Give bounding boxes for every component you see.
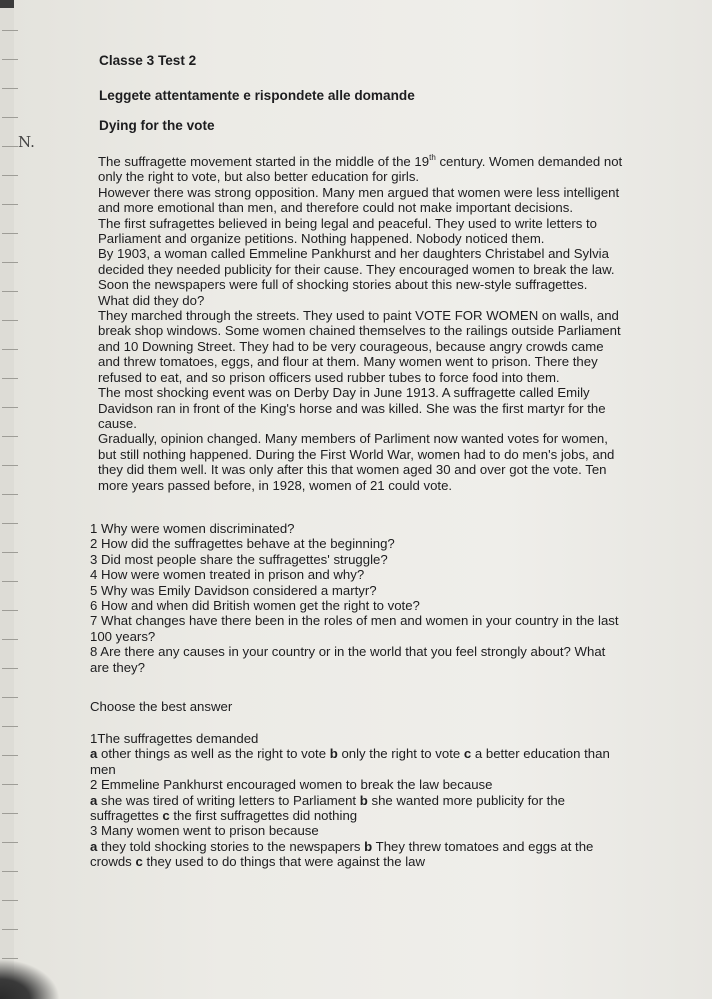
passage-line: refused to eat, and so prison officers used rubber tubes to force food into them.: [98, 369, 560, 385]
side-mark: N.: [18, 133, 35, 151]
margin-tick: [2, 407, 18, 408]
passage-line: break shop windows. Some women chained themselves to the railings outside Parliament: [98, 323, 621, 339]
question-line: 5 Why was Emily Davidson considered a martyr?: [90, 582, 377, 598]
passage-title: Dying for the vote: [99, 118, 215, 133]
margin-tick: [2, 465, 18, 466]
question-line: 2 How did the suffragettes behave at the beginning?: [90, 536, 395, 552]
passage-line: The suffragette movement started in the middle of the 19th century. Women demanded not: [98, 153, 623, 169]
passage-line: By 1903, a woman called Emmeline Pankhurst and her daughters Christabel and Sylvia: [98, 246, 609, 262]
margin-tick: [2, 59, 18, 60]
passage-line: and threw tomatoes, eggs, and flour at them. Many women went to prison. There they: [98, 354, 598, 370]
margin-tick: [2, 146, 18, 147]
question-line: are they?: [90, 659, 145, 675]
margin-tick: [2, 726, 18, 727]
passage-line: However there was strong opposition. Many men argued that women were less intelligent: [98, 184, 620, 200]
question-line: 1 Why were women discriminated?: [90, 521, 295, 536]
margin-tick: [2, 494, 18, 495]
margin-tick: [2, 813, 18, 814]
passage-line: and 10 Downing Street. They had to be very courageous, because angry crowds came: [98, 338, 604, 354]
margin-tick: [2, 842, 18, 843]
margin-tick: [2, 784, 18, 785]
passage-line: more years passed before, in 1928, women of 21 could vote.: [98, 477, 453, 493]
passage-line: only the right to vote, but also better education for girls.: [98, 169, 420, 185]
margin-tick: [2, 755, 18, 756]
passage-line: Soon the newspapers were full of shocking stories about this new-style suffragettes.: [98, 277, 588, 293]
margin-tick: [2, 320, 18, 321]
margin-tick: [2, 175, 18, 176]
passage-line: they did them well. It was only after this that women aged 30 and over got the vote. Ten: [98, 462, 607, 478]
margin-tick: [2, 900, 18, 901]
question-line: 8 Are there any causes in your country or in the world that you feel strongly about? What: [90, 644, 606, 660]
mc-options-1-cont: men: [90, 761, 116, 777]
reading-passage: [98, 154, 668, 493]
margin-tick: [2, 262, 18, 263]
margin-tick: [2, 697, 18, 698]
margin-tick: [2, 436, 18, 437]
question-line: 6 How and when did British women get the right to vote?: [90, 598, 420, 614]
margin-tick: [2, 233, 18, 234]
margin-tick: [2, 929, 18, 930]
class-test-title: Classe 3 Test 2: [99, 53, 197, 68]
margin-tick: [2, 291, 18, 292]
mc-question-3: 3 Many women went to prison because: [90, 823, 319, 839]
corner-shadow: [0, 959, 60, 999]
margin-tick: [2, 668, 18, 669]
passage-line: cause.: [98, 415, 137, 431]
question-line: 100 years?: [90, 628, 156, 644]
mc-options-2: a she was tired of writing letters to Parliament b she wanted more publicity for the: [90, 792, 565, 808]
margin-tick: [2, 639, 18, 640]
multiple-choice-section: [90, 731, 690, 870]
passage-line: What did they do?: [98, 292, 205, 308]
passage-line: The first sufragettes believed in being legal and peaceful. They used to write letters to: [98, 215, 597, 231]
margin-tick: [2, 523, 18, 524]
mc-question-1: 1The suffragettes demanded: [90, 731, 259, 746]
passage-line: They marched through the streets. They used to paint VOTE FOR WOMEN on walls, and: [98, 308, 619, 324]
instruction-heading: Leggete attentamente e rispondete alle domande: [99, 88, 415, 103]
margin-tick: [2, 349, 18, 350]
passage-line: The most shocking event was on Derby Day in June 1913. A suffragette called Emily: [98, 385, 590, 401]
page-margin: [0, 0, 15, 999]
margin-tick: [2, 552, 18, 553]
passage-line: decided they needed publicity for their cause. They encouraged women to break the law.: [98, 261, 615, 277]
mc-options-2-cont: suffragettes c the first suffragettes did nothing: [90, 808, 358, 824]
passage-line: Parliament and organize petitions. Nothing happened. Nobody noticed them.: [98, 231, 545, 247]
question-line: 3 Did most people share the suffragettes' struggle?: [90, 551, 388, 567]
margin-tick: [2, 581, 18, 582]
margin-tick: [2, 610, 18, 611]
passage-line: but still nothing happened. During the First World War, women had to do men's jobs, and: [98, 446, 615, 462]
mc-options-1: a other things as well as the right to vote b only the right to vote c a better education than: [90, 746, 610, 762]
question-line: 4 How were women treated in prison and why?: [90, 567, 365, 583]
multiple-choice-heading: Choose the best answer: [90, 699, 233, 714]
mc-options-3-cont: crowds c they used to do things that were against the law: [90, 854, 426, 870]
passage-line: and more emotional than men, and therefore could not make important decisions.: [98, 200, 574, 216]
margin-tick: [2, 117, 18, 118]
passage-line: Davidson ran in front of the King's horse and was killed. She was the first martyr for the: [98, 400, 606, 416]
open-questions: [90, 521, 690, 675]
margin-tick: [2, 88, 18, 89]
mc-options-3: a they told shocking stories to the newspapers b They threw tomatoes and eggs at the: [90, 838, 594, 854]
margin-tick: [2, 30, 18, 31]
question-line: 7 What changes have there been in the roles of men and women in your country in the last: [90, 613, 619, 629]
mc-question-2: 2 Emmeline Pankhurst encouraged women to break the law because: [90, 777, 493, 793]
passage-line: Gradually, opinion changed. Many members of Parliment now wanted votes for women,: [98, 431, 608, 447]
margin-tick: [2, 871, 18, 872]
margin-tick: [2, 204, 18, 205]
margin-tick: [2, 378, 18, 379]
